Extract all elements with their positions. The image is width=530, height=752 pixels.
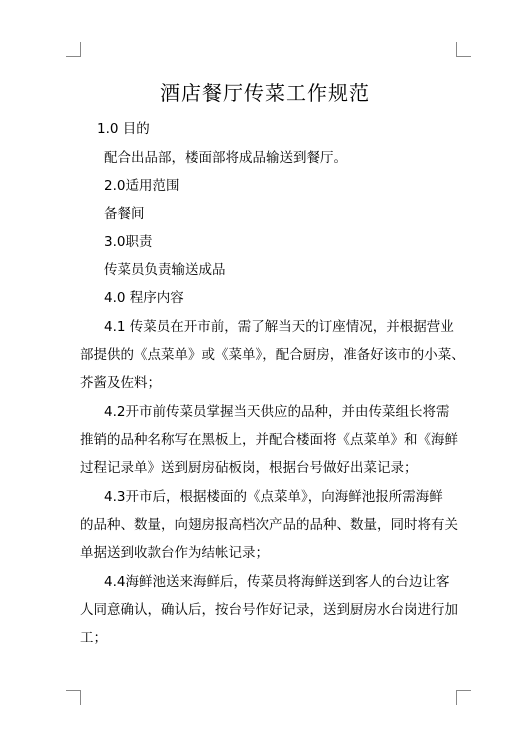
- paragraph-4-3-line-2: 的品种、数量，向翅房报高档次产品的品种、数量，同时将有关: [80, 517, 458, 533]
- margin-mark-bottom-left: [66, 690, 81, 705]
- duty-heading: 3.0职责: [104, 234, 153, 250]
- scope-text: 备餐间: [104, 206, 145, 222]
- paragraph-4-4-line-3: 工；: [80, 630, 107, 646]
- paragraph-4-4-line-1: 4.4海鲜池送来海鲜后，传菜员将海鲜送到客人的台边让客: [104, 574, 450, 590]
- paragraph-4-1-line-2: 部提供的《点菜单》或《菜单》，配合厨房，准备好该市的小菜、: [80, 347, 465, 363]
- paragraph-4-1-line-3: 芥酱及佐料；: [80, 375, 161, 391]
- paragraph-4-2-line-1: 4.2开市前传菜员掌握当天供应的品种，并由传菜组长将需: [104, 404, 450, 420]
- scope-heading: 2.0适用范围: [104, 178, 180, 194]
- purpose-heading: 1.0 目的: [97, 121, 150, 137]
- margin-mark-top-right: [456, 42, 471, 57]
- margin-mark-top-left: [66, 42, 81, 57]
- paragraph-4-2-line-2: 推销的品种名称写在黑板上，并配合楼面将《点菜单》和《海鲜: [80, 432, 458, 448]
- document-title: 酒店餐厅传菜工作规范: [160, 81, 370, 105]
- paragraph-4-4-line-2: 人同意确认，确认后，按台号作好记录，送到厨房水台岗进行加: [80, 602, 458, 618]
- purpose-text: 配合出品部，楼面部将成品输送到餐厅。: [104, 150, 347, 166]
- paragraph-4-3-line-1: 4.3开市后，根据楼面的《点菜单》，向海鲜池报所需海鲜: [104, 489, 443, 505]
- margin-mark-bottom-right: [456, 690, 471, 705]
- paragraph-4-3-line-3: 单据送到收款台作为结帐记录；: [80, 545, 269, 561]
- procedure-heading: 4.0 程序内容: [104, 290, 184, 306]
- paragraph-4-2-line-3: 过程记录单》送到厨房砧板岗，根据台号做好出菜记录；: [80, 460, 418, 476]
- paragraph-4-1-line-1: 4.1 传菜员在开市前，需了解当天的订座情况，并根据营业: [104, 319, 454, 335]
- duty-text: 传菜员负责输送成品: [104, 262, 226, 278]
